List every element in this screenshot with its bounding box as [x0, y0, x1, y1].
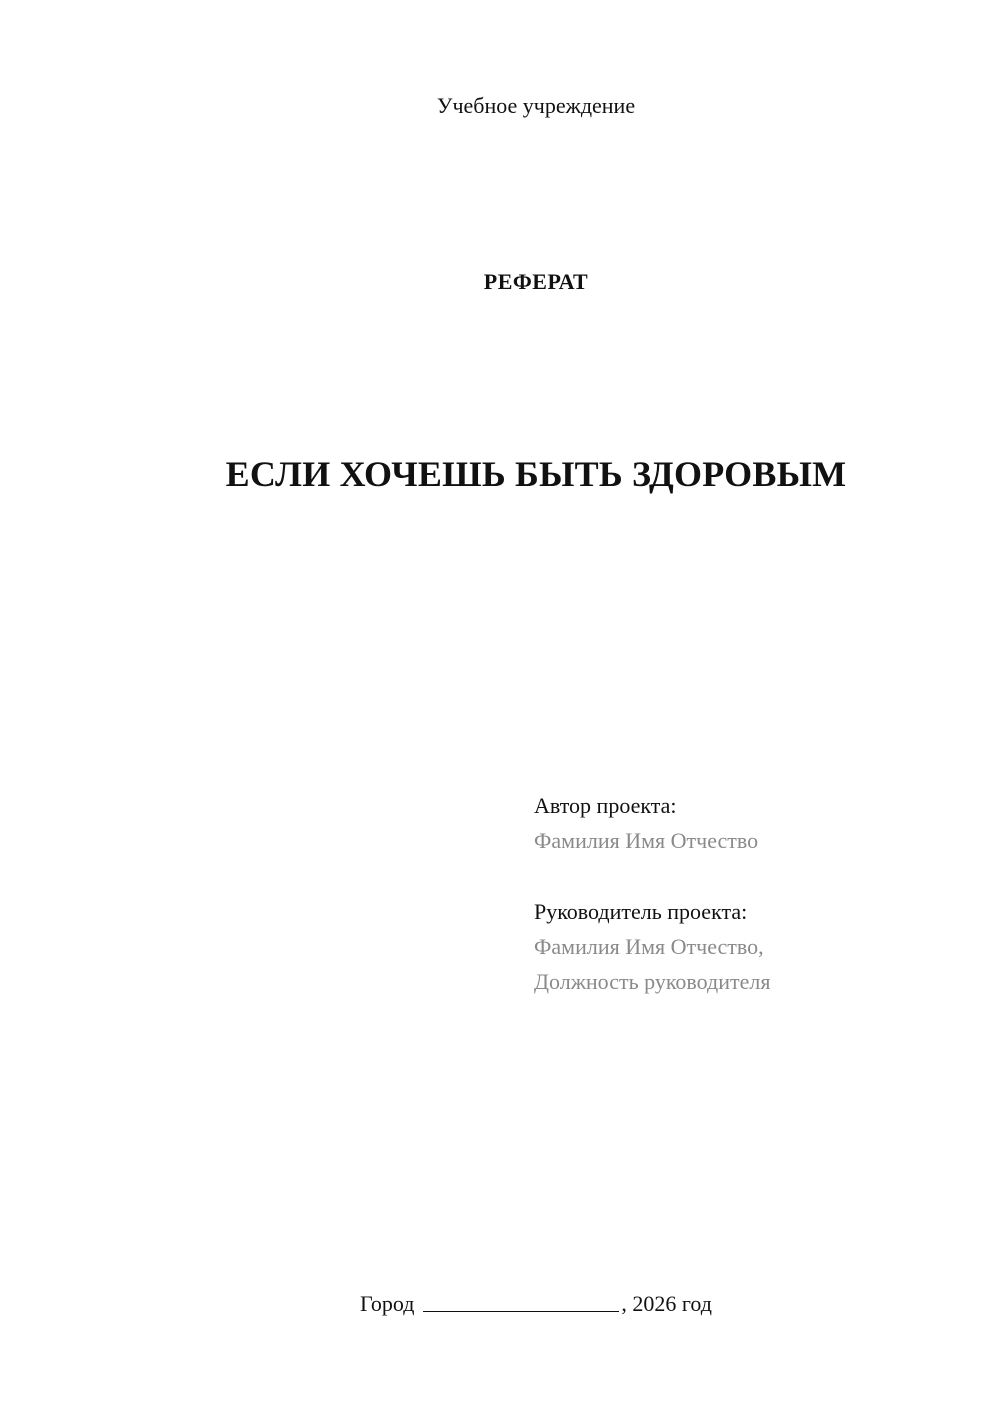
supervisor-label: Руководитель проекта: — [534, 899, 748, 924]
credits-spacer — [534, 858, 974, 894]
document-type: РЕФЕРАТ — [483, 269, 589, 294]
supervisor-name: Фамилия Имя Отчество, — [534, 934, 764, 959]
supervisor-position: Должность руководителя — [534, 969, 771, 994]
author-name: Фамилия Имя Отчество — [534, 828, 759, 853]
author-label: Автор проекта: — [534, 793, 677, 818]
institution-name: Учебное учреждение — [436, 93, 636, 118]
city-blank-line — [423, 1293, 619, 1312]
document-title: ЕСЛИ ХОЧЕШЬ БЫТЬ ЗДОРОВЫМ — [225, 454, 847, 494]
credits-block — [534, 788, 974, 999]
year-text: , 2026 год — [621, 1291, 712, 1316]
city-label: Город — [360, 1291, 415, 1316]
footer-city-year — [0, 1290, 1000, 1318]
